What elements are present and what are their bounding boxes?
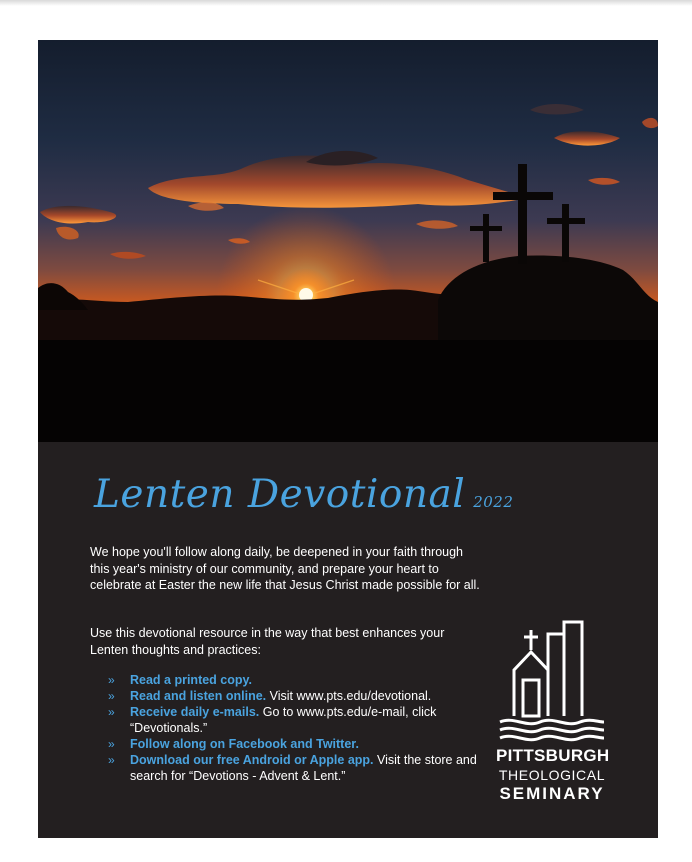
option-detail: Go to www.pts.edu/e-mail, click “Devotionals.” [130, 705, 437, 735]
devotional-title [94, 472, 513, 517]
devotional-flyer-page [38, 40, 658, 838]
list-item [108, 672, 478, 688]
option-highlight: Read and listen online. [130, 689, 267, 703]
option-highlight: Read a printed copy. [130, 673, 253, 687]
option-highlight: Receive daily e-mails. [130, 705, 260, 719]
bullet-glyph: » [108, 673, 115, 687]
bullet-glyph: » [108, 737, 115, 751]
option-highlight: Download our free Android or Apple app. [130, 753, 374, 767]
logo-line-theological: THEOLOGICAL [498, 767, 606, 783]
bullet-glyph: » [108, 705, 115, 719]
option-detail: Visit www.pts.edu/devotional. [266, 689, 432, 703]
logo-line-pittsburgh: PITTSBURGH [496, 746, 610, 765]
logo-line-seminary: SEMINARY [499, 784, 605, 803]
list-item [108, 704, 478, 736]
usage-paragraph: Use this devotional resource in the way that best enhances your Lenten thoughts and practices: [90, 626, 445, 657]
bullet-glyph: » [108, 753, 115, 767]
option-detail: Visit the store and search for “Devotions - Advent & Lent.” [130, 753, 477, 783]
participation-options-list [108, 672, 478, 784]
seminary-chapel-logo-icon [496, 618, 608, 742]
devotional-title-main: Lenten Devotional [94, 472, 466, 517]
sunset-three-crosses-image [38, 40, 658, 442]
bullet-glyph: » [108, 689, 115, 703]
intro-paragraph: We hope you'll follow along daily, be deepened in your faith through this year's ministry of our community, and prepare your heart to celebrate at Easter the new life that Jesus Christ made possible for all. [90, 545, 480, 592]
option-highlight: Follow along on Facebook and Twitter. [130, 737, 359, 751]
list-item [108, 688, 478, 704]
viewer-top-shadow [0, 0, 692, 6]
devotional-year: 2022 [473, 493, 514, 511]
seminary-logo [496, 618, 610, 803]
list-item [108, 736, 478, 752]
list-item [108, 752, 478, 784]
